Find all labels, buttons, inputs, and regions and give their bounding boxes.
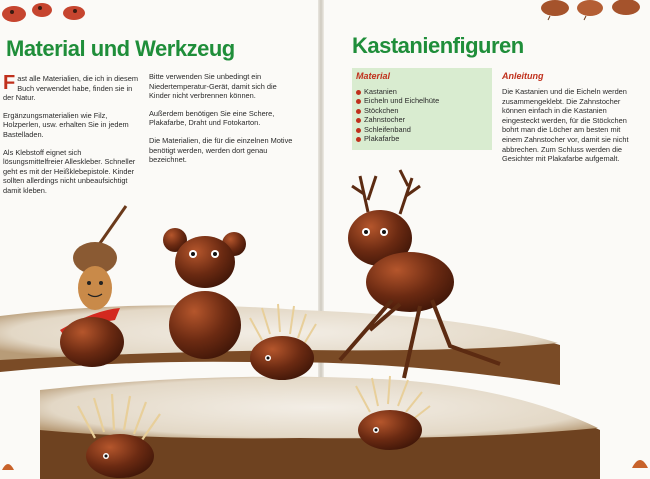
material-box [352, 68, 492, 150]
bird-decoration-right [541, 0, 640, 20]
paragraph-materials-note: Die Materialien, die für die einzelnen Motive benötigt werden, werden dort genau bezeichnet. [149, 135, 293, 165]
text-column-2 [149, 72, 297, 173]
hedgehog-figure-upper [250, 304, 316, 380]
reindeer-figure [340, 170, 500, 378]
page-title-left: Material und Werkzeug [6, 36, 235, 61]
material-item: Schleifenband [356, 125, 488, 134]
ladybug-decoration-left [2, 3, 85, 22]
anleitung-text: Die Kastanien und die Eicheln werden zusammengeklebt. Die Zahnstocher können einfach in die Kastanien eingesteckt werden, für die Stöckchen bohrt man die Löcher am besten mit einem Zahnstocher vor, damit sie nicht abbrechen. Zum Schluss werden die Gesichter mit Plakafarbe aufgemalt. [502, 87, 629, 164]
material-label: Material [356, 71, 391, 81]
material-list [352, 87, 492, 143]
material-item: Kastanien [356, 87, 488, 96]
wood-slice-upper [0, 305, 560, 385]
hedgehog-figure-lower-right [356, 376, 430, 450]
anleitung-label: Anleitung [502, 71, 544, 81]
paragraph-glue: Als Klebstoff eignet sich lösungsmittelfreier Alleskleber. Schneller geht es mit der Heißklebepistole. Kinder sollten allerdings nicht unbeaufsichtigt damit kleben. [3, 147, 136, 195]
material-item: Eicheln und Eichelhüte [356, 96, 488, 105]
paragraph-intro [3, 74, 138, 103]
leaf-decoration-right [632, 460, 648, 468]
anleitung-box [498, 68, 640, 164]
page-title-right: Kastanienfiguren [352, 33, 524, 58]
leaf-decoration-left [2, 464, 14, 470]
material-item: Zahnstocher [356, 115, 488, 124]
acorn-figure [60, 206, 126, 367]
text-column-1 [3, 74, 138, 204]
material-item: Stöckchen [356, 106, 488, 115]
hedgehog-figure-lower-left [78, 394, 160, 478]
paragraph-supplies: Ergänzungsmaterialien wie Filz, Holzperlen, usw. erhalten Sie in jedem Bastelladen. [3, 110, 129, 139]
page-gutter [318, 0, 324, 479]
paragraph-low-temp: Bitte verwenden Sie unbedingt ein Niedertemperatur-Gerät, damit sich die Kinder nicht verbrennen können. [149, 72, 277, 101]
paragraph-intro-text: ast alle Materialien, die ich in diesem Buch verwendet habe, finden sie in der Natur. [3, 74, 138, 103]
paragraph-tools: Außerdem benötigen Sie eine Schere, Plakafarbe, Draht und Fotokarton. [149, 108, 275, 128]
material-item: Plakafarbe [356, 134, 488, 143]
drop-cap: F [3, 72, 16, 94]
bear-figure [163, 228, 246, 359]
